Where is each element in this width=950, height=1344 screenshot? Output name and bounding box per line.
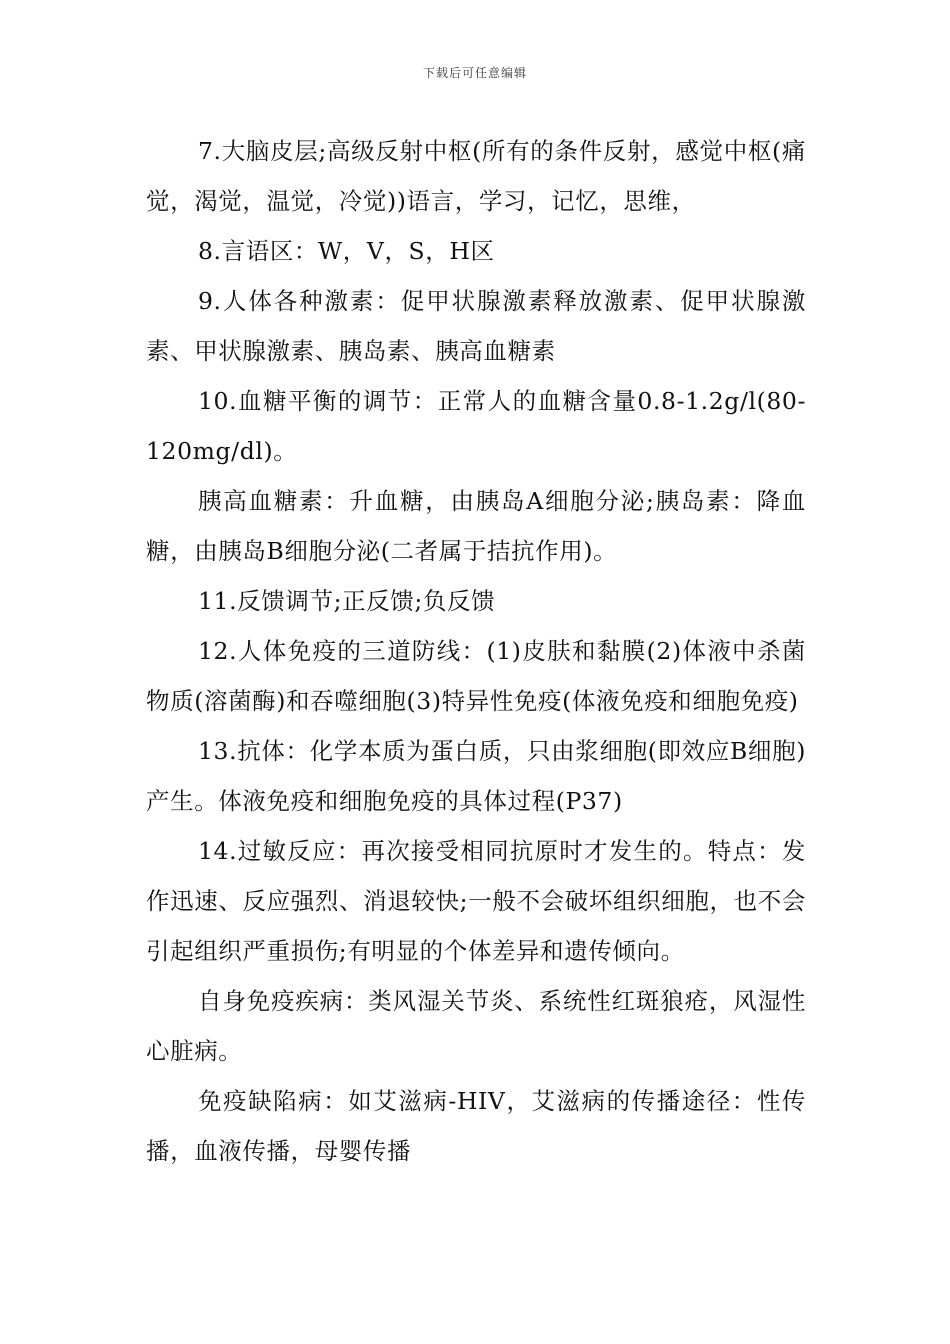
paragraph-hormones: 9.人体各种激素：促甲状腺激素释放激素、促甲状腺激素、甲状腺激素、胰岛素、胰高血糖素 [146, 287, 806, 365]
document-body [146, 126, 806, 1176]
paragraph-autoimmune: 自身免疫疾病：类风湿关节炎、系统性红斑狼疮，风湿性心脏病。 [146, 987, 806, 1065]
paragraph-immune-defense: 12.人体免疫的三道防线：(1)皮肤和黏膜(2)体液中杀菌物质(溶菌酶)和吞噬细胞(3)特异性免疫(体液免疫和细胞免疫) [146, 637, 806, 715]
paragraph-immunodeficiency: 免疫缺陷病：如艾滋病-HIV，艾滋病的传播途径：性传播，血液传播，母婴传播 [146, 1087, 806, 1165]
paragraph-speech-area: 8.言语区：W，V，S，H区 [198, 237, 495, 265]
paragraph-blood-sugar: 10.血糖平衡的调节：正常人的血糖含量0.8-1.2g/l(80-120mg/dl)。 [146, 387, 806, 465]
paragraph-glucagon-insulin: 胰高血糖素：升血糖，由胰岛A细胞分泌;胰岛素：降血糖，由胰岛B细胞分泌(二者属于拮抗作用)。 [146, 487, 806, 565]
paragraph-antibody: 13.抗体：化学本质为蛋白质，只由浆细胞(即效应B细胞)产生。体液免疫和细胞免疫的具体过程(P37) [146, 737, 806, 815]
paragraph-feedback: 11.反馈调节;正反馈;负反馈 [198, 587, 496, 615]
paragraph-brain-cortex: 7.大脑皮层;高级反射中枢(所有的条件反射，感觉中枢(痛觉，渴觉，温觉，冷觉))语言，学习，记忆，思维， [146, 137, 806, 215]
page-header: 下载后可任意编辑 [422, 66, 527, 80]
paragraph-allergy: 14.过敏反应：再次接受相同抗原时才发生的。特点：发作迅速、反应强烈、消退较快;一般不会破坏组织细胞，也不会引起组织严重损伤;有明显的个体差异和遗传倾向。 [146, 837, 806, 965]
